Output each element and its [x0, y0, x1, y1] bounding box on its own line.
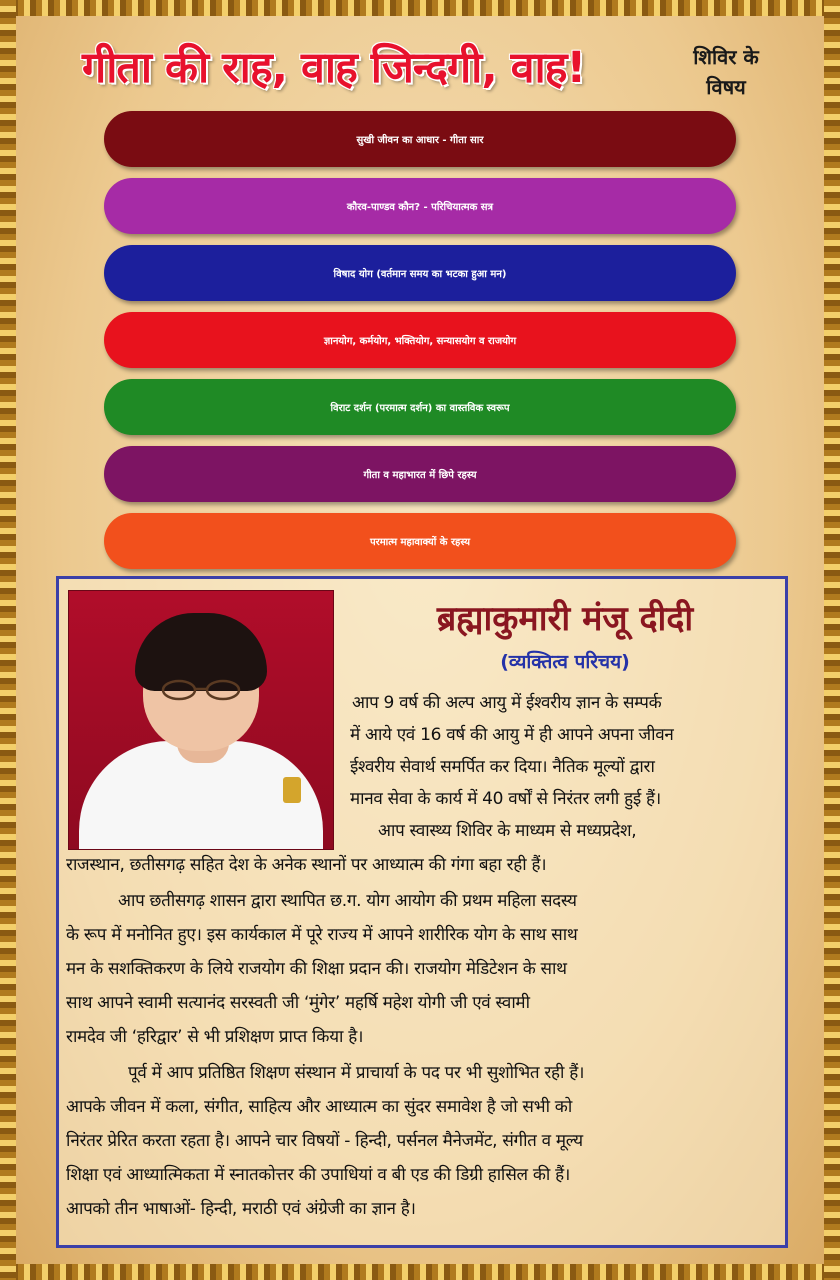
decorative-border-left	[0, 0, 16, 1280]
glasses-icon	[161, 679, 241, 701]
bio-line-14: निरंतर प्रेरित करता रहता है। आपने चार विषयों - हिन्दी, पर्सनल मैनेजमेंट, संगीत व मूल्य	[66, 1131, 583, 1151]
topic-pill-6: गीता व महाभारत में छिपे रहस्य	[104, 446, 736, 502]
portrait-photo	[68, 590, 334, 850]
bio-line-8: के रूप में मनोनित हुए। इस कार्यकाल में पूरे राज्य में आपने शारीरिक योग के साथ साथ	[66, 925, 578, 945]
bio-line-5: आप स्वास्थ्य शिविर के माध्यम से मध्यप्रदेश,	[378, 821, 637, 841]
topics-caption-line2: विषय	[706, 75, 746, 99]
bio-line-11: रामदेव जी ‘हरिद्वार’ से भी प्रशिक्षण प्राप्त किया है।	[66, 1027, 364, 1047]
bio-line-4: मानव सेवा के कार्य में 40 वर्षों से निरंतर लगी हुई हैं।	[350, 789, 661, 809]
topics-caption	[686, 42, 766, 102]
topic-pill-1: सुखी जीवन का आधार - गीता सार	[104, 111, 736, 167]
decorative-border-bottom	[0, 1264, 840, 1280]
bio-line-2: में आये एवं 16 वर्ष की आयु में ही आपने अपना जीवन	[350, 725, 674, 745]
bio-line-15: शिक्षा एवं आध्यात्मिकता में स्नातकोत्तर की उपाधियां व बी एड की डिग्री हासिल की हैं।	[66, 1165, 570, 1185]
bio-line-16: आपको तीन भाषाओं- हिन्दी, मराठी एवं अंग्रेजी का ज्ञान है।	[66, 1199, 416, 1219]
bio-name: ब्रह्माकुमारी मंजू दीदी	[436, 599, 694, 639]
badge-icon	[283, 777, 301, 803]
topics-caption-line1: शिविर के	[693, 45, 759, 69]
topic-pill-5: विराट दर्शन (परमात्म दर्शन) का वास्तविक स्वरूप	[104, 379, 736, 435]
topic-pill-4: ज्ञानयोग, कर्मयोग, भक्तियोग, सन्यासयोग व राजयोग	[104, 312, 736, 368]
bio-subtitle: (व्यक्तित्व परिचय)	[500, 651, 630, 673]
decorative-border-right	[824, 0, 840, 1280]
topic-pill-2: कौरव-पाण्डव कौन? - परिचियात्मक सत्र	[104, 178, 736, 234]
bio-line-1: आप 9 वर्ष की अल्प आयु में ईश्वरीय ज्ञान के सम्पर्क	[352, 693, 662, 713]
topic-pill-3: विषाद योग (वर्तमान समय का भटका हुआ मन)	[104, 245, 736, 301]
bio-line-9: मन के सशक्तिकरण के लिये राजयोग की शिक्षा प्रदान की। राजयोग मेडिटेशन के साथ	[66, 959, 567, 979]
decorative-border-top	[0, 0, 840, 16]
bio-line-6: राजस्थान, छतीसगढ़ सहित देश के अनेक स्थानों पर आध्यात्म की गंगा बहा रही हैं।	[66, 855, 547, 875]
bio-line-13: आपके जीवन में कला, संगीत, साहित्य और आध्यात्म का सुंदर समावेश है जो सभी को	[66, 1097, 572, 1117]
bio-line-7: आप छतीसगढ़ शासन द्वारा स्थापित छ.ग. योग आयोग की प्रथम महिला सदस्य	[118, 891, 577, 911]
bio-line-3: ईश्वरीय सेवार्थ समर्पित कर दिया। नैतिक मूल्यों द्वारा	[350, 757, 655, 777]
topic-pill-7: परमात्म महावाक्यों के रहस्य	[104, 513, 736, 569]
bio-line-12: पूर्व में आप प्रतिष्ठित शिक्षण संस्थान में प्राचार्या के पद पर भी सुशोभित रही हैं।	[128, 1063, 585, 1083]
page-title: गीता की राह, वाह जिन्दगी, वाह!	[82, 43, 586, 93]
bio-line-10: साथ आपने स्वामी सत्यानंद सरस्वती जी ‘मुंगेर’ महर्षि महेश योगी जी एवं स्वामी	[66, 993, 530, 1013]
